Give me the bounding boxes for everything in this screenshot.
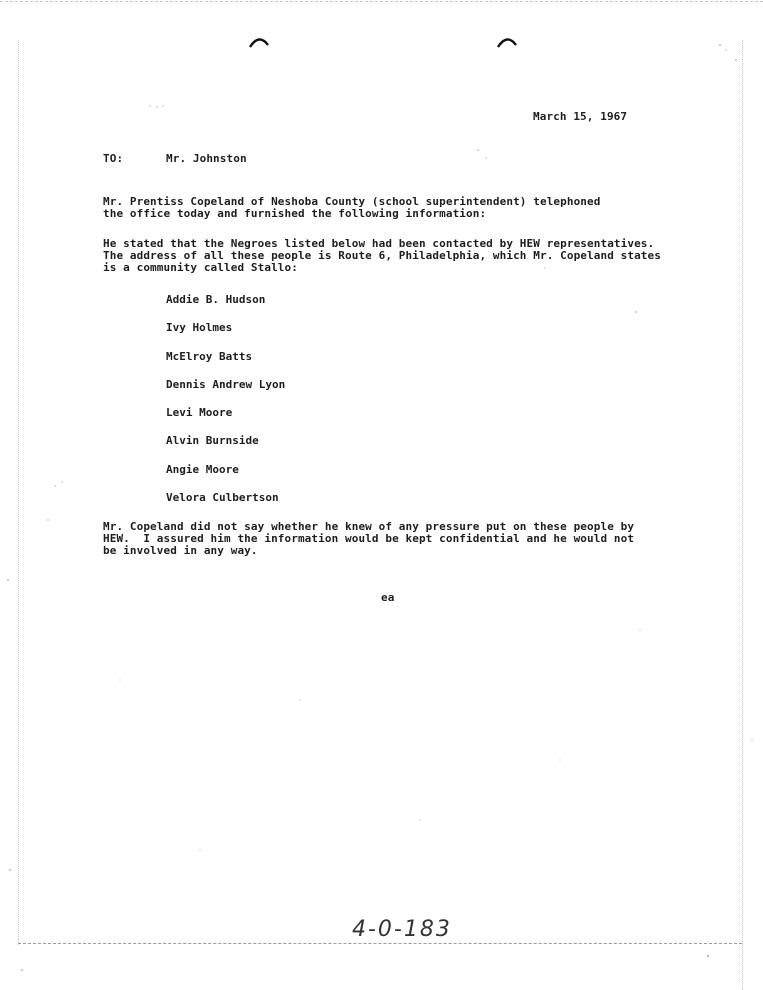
list-item: Ivy Holmes — [166, 321, 233, 335]
closing-paragraph: Mr. Copeland did not say whether he knew of any pressure put on these people by HEW. I assured him the information would be kept confidential and he would not be involved in any way. — [103, 520, 635, 557]
opening-paragraph: Mr. Prentiss Copeland of Neshoba County (school superintendent) telephoned the office today and furnished the following information: — [103, 195, 601, 220]
list-item: Addie B. Hudson — [166, 293, 266, 306]
list-item: Levi Moore — [166, 406, 233, 420]
address-paragraph: He stated that the Negroes listed below had been contacted by HEW representatives. The address of all these people is Route 6, Philadelphia, which Mr. Copeland states is a community called Stallo: — [103, 237, 661, 274]
recipient-name: Mr. Johnston — [166, 152, 247, 165]
list-item: Velora Culbertson — [166, 491, 279, 505]
typist-initials: ea — [381, 591, 395, 604]
list-item: McElroy Batts — [166, 349, 253, 363]
contacted-people-list — [166, 294, 285, 520]
memo-date: March 15, 1967 — [533, 110, 628, 123]
list-item: Dennis Andrew Lyon — [166, 377, 286, 391]
to-label: TO: — [103, 152, 124, 165]
handwritten-file-number: 4-0-183 — [352, 917, 452, 942]
list-item: Alvin Burnside — [166, 434, 259, 448]
list-item: Angie Moore — [166, 462, 239, 476]
